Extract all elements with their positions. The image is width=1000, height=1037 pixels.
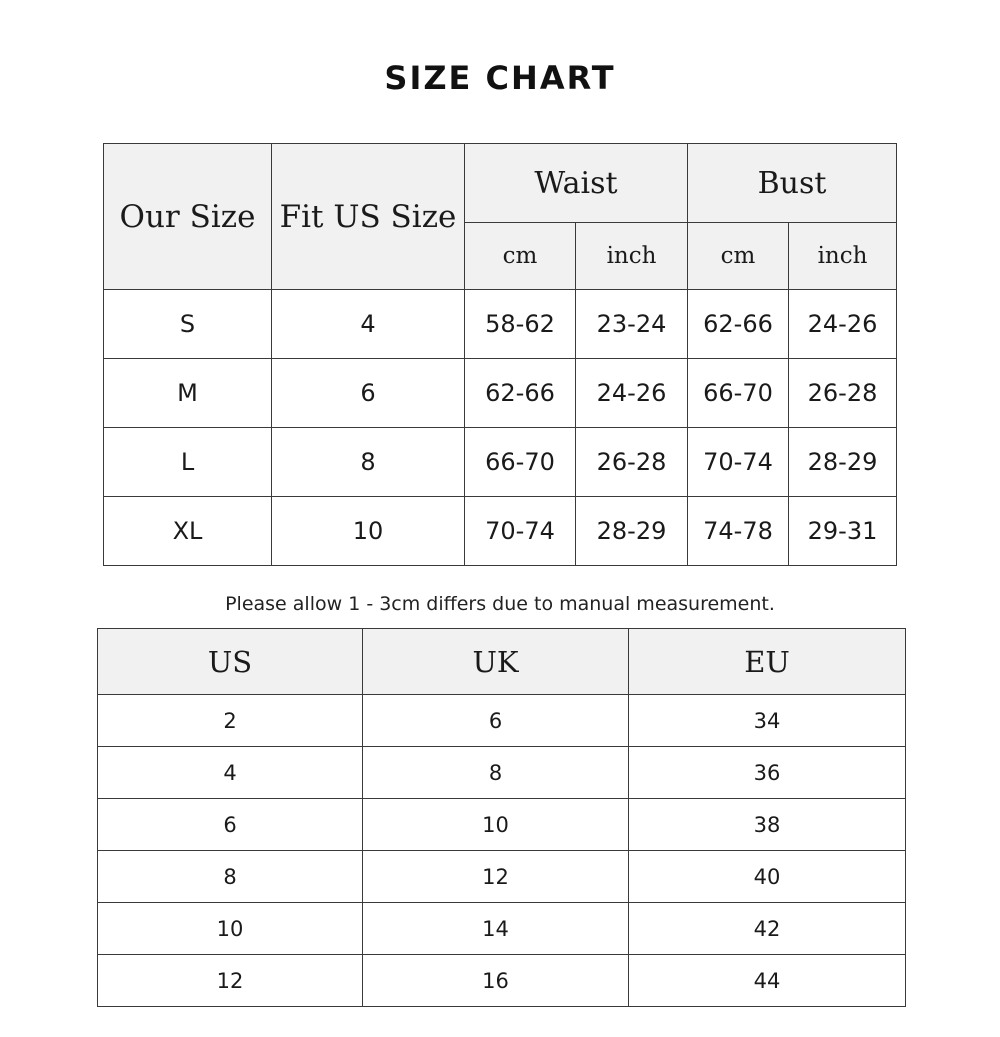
table-row <box>104 359 897 428</box>
cell-eu: 34 <box>629 695 906 747</box>
cell-fit-us-size: 8 <box>272 428 465 497</box>
conversion-table <box>97 628 906 1007</box>
table-row <box>104 290 897 359</box>
table-row <box>98 955 906 1007</box>
cell-uk: 10 <box>363 799 629 851</box>
cell-eu: 42 <box>629 903 906 955</box>
header-uk: UK <box>363 629 629 695</box>
header-us: US <box>98 629 363 695</box>
size-table <box>103 143 897 566</box>
table-row <box>104 497 897 566</box>
cell-waist-inch: 26-28 <box>576 428 688 497</box>
header-bust-inch: inch <box>789 223 897 290</box>
cell-uk: 14 <box>363 903 629 955</box>
cell-waist-cm: 58-62 <box>465 290 576 359</box>
cell-us: 8 <box>98 851 363 903</box>
cell-bust-inch: 24-26 <box>789 290 897 359</box>
cell-waist-cm: 66-70 <box>465 428 576 497</box>
table-row <box>98 747 906 799</box>
header-fit-us-size: Fit US Size <box>272 144 465 290</box>
header-eu: EU <box>629 629 906 695</box>
cell-our-size: L <box>104 428 272 497</box>
cell-eu: 36 <box>629 747 906 799</box>
cell-waist-cm: 70-74 <box>465 497 576 566</box>
cell-eu: 40 <box>629 851 906 903</box>
cell-waist-inch: 23-24 <box>576 290 688 359</box>
table-row <box>98 851 906 903</box>
cell-us: 2 <box>98 695 363 747</box>
conversion-table-header-row <box>98 629 906 695</box>
cell-eu: 38 <box>629 799 906 851</box>
cell-us: 10 <box>98 903 363 955</box>
table-row <box>104 428 897 497</box>
cell-bust-cm: 66-70 <box>688 359 789 428</box>
cell-bust-inch: 28-29 <box>789 428 897 497</box>
cell-bust-cm: 62-66 <box>688 290 789 359</box>
cell-uk: 12 <box>363 851 629 903</box>
cell-us: 12 <box>98 955 363 1007</box>
cell-bust-inch: 26-28 <box>789 359 897 428</box>
table-row <box>98 799 906 851</box>
table-row <box>98 695 906 747</box>
header-bust: Bust <box>688 144 897 223</box>
header-waist-inch: inch <box>576 223 688 290</box>
cell-waist-inch: 28-29 <box>576 497 688 566</box>
cell-uk: 8 <box>363 747 629 799</box>
cell-fit-us-size: 4 <box>272 290 465 359</box>
cell-bust-cm: 74-78 <box>688 497 789 566</box>
cell-eu: 44 <box>629 955 906 1007</box>
table-row <box>98 903 906 955</box>
page-title: SIZE CHART <box>384 59 616 97</box>
cell-our-size: XL <box>104 497 272 566</box>
cell-bust-cm: 70-74 <box>688 428 789 497</box>
cell-waist-cm: 62-66 <box>465 359 576 428</box>
cell-uk: 6 <box>363 695 629 747</box>
cell-us: 6 <box>98 799 363 851</box>
size-table-header-row <box>104 144 897 223</box>
cell-our-size: S <box>104 290 272 359</box>
cell-waist-inch: 24-26 <box>576 359 688 428</box>
measurement-note: Please allow 1 - 3cm differs due to manual measurement. <box>225 593 775 615</box>
cell-bust-inch: 29-31 <box>789 497 897 566</box>
header-waist: Waist <box>465 144 688 223</box>
cell-fit-us-size: 10 <box>272 497 465 566</box>
header-waist-cm: cm <box>465 223 576 290</box>
header-our-size: Our Size <box>104 144 272 290</box>
cell-us: 4 <box>98 747 363 799</box>
header-bust-cm: cm <box>688 223 789 290</box>
cell-uk: 16 <box>363 955 629 1007</box>
cell-our-size: M <box>104 359 272 428</box>
cell-fit-us-size: 6 <box>272 359 465 428</box>
